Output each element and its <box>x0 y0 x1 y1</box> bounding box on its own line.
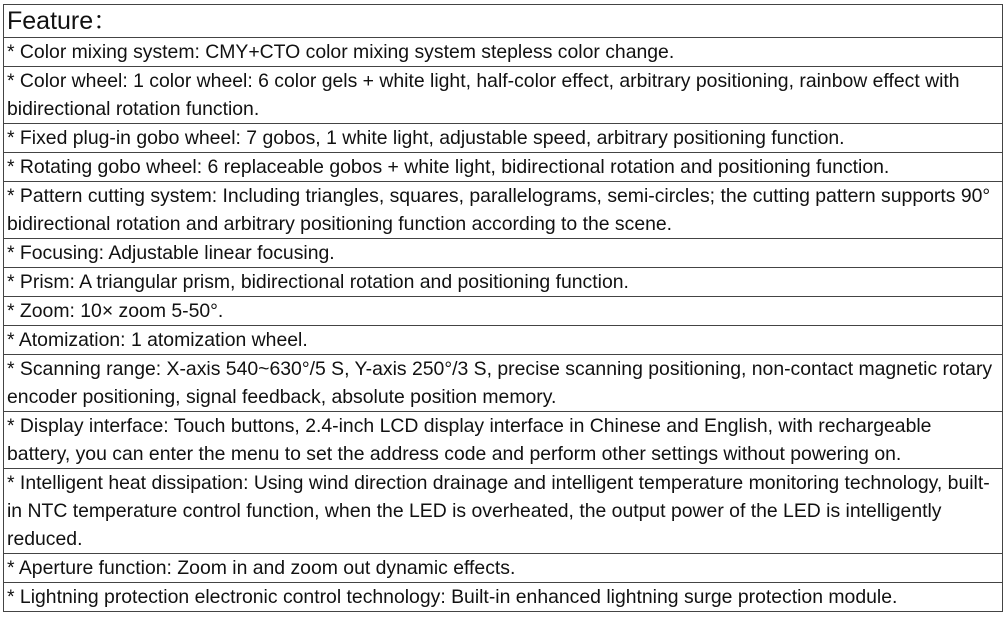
feature-heat-dissipation: * Intelligent heat dissipation: Using wind direction drainage and intelligent temperature monitoring technology, built-in NTC temperature control function, when the LED is overheated, the output power of the LED is intelligently reduced. <box>4 469 1003 554</box>
feature-fixed-gobo-wheel: * Fixed plug-in gobo wheel: 7 gobos, 1 white light, adjustable speed, arbitrary positioning function. <box>4 124 1003 153</box>
feature-prism: * Prism: A triangular prism, bidirectional rotation and positioning function. <box>4 268 1003 297</box>
table-row <box>4 469 1003 554</box>
feature-zoom: * Zoom: 10× zoom 5-50°. <box>4 297 1003 326</box>
table-row <box>4 67 1003 124</box>
header-row <box>4 5 1003 38</box>
feature-rotating-gobo-wheel: * Rotating gobo wheel: 6 replaceable gobos + white light, bidirectional rotation and positioning function. <box>4 153 1003 182</box>
feature-focusing: * Focusing: Adjustable linear focusing. <box>4 239 1003 268</box>
feature-pattern-cutting: * Pattern cutting system: Including triangles, squares, parallelograms, semi-circles; the cutting pattern supports 90° bidirectional rotation and arbitrary positioning function according to the scene. <box>4 182 1003 239</box>
table-row <box>4 554 1003 583</box>
feature-atomization: * Atomization: 1 atomization wheel. <box>4 326 1003 355</box>
feature-aperture: * Aperture function: Zoom in and zoom out dynamic effects. <box>4 554 1003 583</box>
table-row <box>4 355 1003 412</box>
feature-scanning-range: * Scanning range: X-axis 540~630°/5 S, Y-axis 250°/3 S, precise scanning positioning, non-contact magnetic rotary encoder positioning, signal feedback, absolute position memory. <box>4 355 1003 412</box>
feature-color-wheel: * Color wheel: 1 color wheel: 6 color gels + white light, half-color effect, arbitrary positioning, rainbow effect with bidirectional rotation function. <box>4 67 1003 124</box>
table-row <box>4 326 1003 355</box>
table-row <box>4 412 1003 469</box>
feature-table <box>3 4 1003 612</box>
feature-display-interface: * Display interface: Touch buttons, 2.4-inch LCD display interface in Chinese and English, with rechargeable battery, you can enter the menu to set the address code and perform other settings without powering on. <box>4 412 1003 469</box>
table-row <box>4 239 1003 268</box>
table-row <box>4 38 1003 67</box>
table-row <box>4 583 1003 612</box>
table-row <box>4 153 1003 182</box>
feature-lightning-protection: * Lightning protection electronic control technology: Built-in enhanced lightning surge protection module. <box>4 583 1003 612</box>
table-row <box>4 124 1003 153</box>
table-row <box>4 182 1003 239</box>
feature-heading: Feature： <box>4 5 1003 38</box>
table-row <box>4 297 1003 326</box>
table-row <box>4 268 1003 297</box>
feature-color-mixing: * Color mixing system: CMY+CTO color mixing system stepless color change. <box>4 38 1003 67</box>
